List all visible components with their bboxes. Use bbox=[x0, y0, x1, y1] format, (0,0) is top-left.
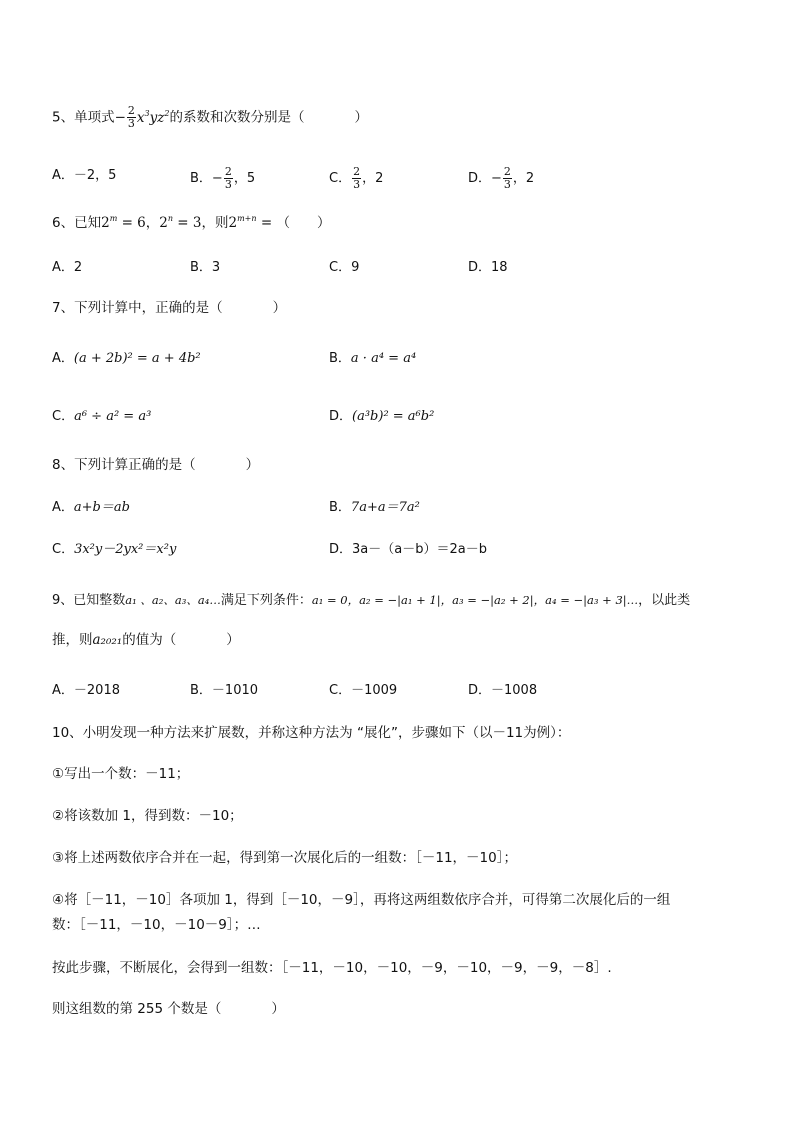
q5-coef-den: 3 bbox=[127, 117, 135, 130]
option-formula: (a + 2b)² = a + 4b² bbox=[73, 351, 201, 366]
q10-step-2: ②将该数加 1，得到数：－10； bbox=[52, 808, 243, 824]
q5-close: ） bbox=[354, 109, 368, 126]
fraction-num: 2 bbox=[224, 165, 232, 178]
q6-eq3 bbox=[229, 215, 277, 231]
q8-stem: 下列计算正确的是（ bbox=[74, 457, 196, 473]
option-letter: A． bbox=[52, 500, 74, 515]
option-text: 3 bbox=[211, 260, 221, 275]
option-letter: C． bbox=[329, 171, 352, 186]
fraction-den: 3 bbox=[503, 178, 511, 191]
option-sign: − bbox=[211, 171, 223, 186]
q10-result: 按此步骤，不断展化，会得到一组数：［－11，－10，－10，－9，－10，－9，－9，－8］. bbox=[52, 960, 612, 976]
q8-option-d[interactable] bbox=[329, 540, 487, 560]
q6-eq1-exp: m bbox=[109, 214, 118, 223]
option-rest: ，2 bbox=[362, 171, 384, 186]
q10-number: 10、 bbox=[52, 725, 83, 741]
q9-text-c: ，以此类 bbox=[638, 593, 691, 608]
q10-stem: 小明发现一种方法来扩展数，并称这种方法为 “展化”，步骤如下（以－11为例）： bbox=[82, 725, 571, 741]
option-text: －2，5 bbox=[73, 168, 117, 183]
q6-eq2-val: = 3 bbox=[173, 215, 202, 231]
q7-stem: 下列计算中，正确的是（ bbox=[74, 300, 223, 316]
q10-step-4b: 数：［－11，－10，－10－9］；… bbox=[52, 917, 261, 933]
option-letter: A． bbox=[52, 168, 74, 183]
q6-sep: ， bbox=[145, 215, 160, 231]
option-letter: B． bbox=[329, 500, 351, 515]
option-letter: B． bbox=[190, 683, 212, 698]
q6-eq1 bbox=[101, 215, 146, 231]
q10-step-3: ③将上述两数依序合并在一起，得到第一次展化后的一组数：［－11，－10］； bbox=[52, 850, 517, 866]
option-letter: A． bbox=[52, 260, 74, 275]
q6-number: 6、 bbox=[52, 215, 75, 231]
q6-option-c[interactable] bbox=[329, 258, 359, 278]
option-letter: B． bbox=[329, 351, 351, 366]
option-formula: a · a⁴ = a⁴ bbox=[350, 351, 417, 366]
q9-option-c[interactable] bbox=[329, 681, 397, 701]
q5-number: 5、 bbox=[52, 109, 75, 126]
q5-option-a[interactable] bbox=[52, 166, 116, 186]
q9-conditions: a₁ = 0，a₂ = −|a₁ + 1|，a₃ = −|a₂ + 2|，a₄ = −|a₃ + 3|… bbox=[311, 593, 639, 607]
q6-eq2-exp: n bbox=[167, 214, 174, 223]
q6-close: （ ） bbox=[276, 215, 331, 231]
q9-option-d[interactable] bbox=[468, 681, 537, 701]
q10-step-4a: ④将［－11，－10］各项加 1，得到［－10，－9］，再将这两组数依序合并，可得第二次展化后的一组 bbox=[52, 892, 671, 908]
q8-option-c[interactable] bbox=[52, 540, 176, 560]
question-5 bbox=[52, 105, 368, 130]
q9-close: ） bbox=[226, 632, 240, 648]
q5-coef-num: 2 bbox=[127, 104, 135, 117]
option-formula: 7a+a＝7a² bbox=[350, 500, 420, 515]
q5-option-b[interactable] bbox=[190, 166, 255, 191]
option-text: －1008 bbox=[491, 683, 538, 698]
option-letter: C． bbox=[52, 409, 75, 424]
q8-option-a[interactable] bbox=[52, 498, 130, 518]
q5-monomial bbox=[137, 110, 170, 126]
q9-sequence: a₁ 、a₂、a₃、a₄… bbox=[125, 593, 221, 607]
q6-eq3-exp: m+n bbox=[237, 214, 257, 223]
option-text: 18 bbox=[491, 260, 508, 275]
q5-option-c[interactable] bbox=[329, 166, 383, 191]
q9-number: 9、 bbox=[52, 593, 74, 608]
option-formula: (a³b)² = a⁶b² bbox=[352, 409, 435, 424]
option-letter: A． bbox=[52, 683, 74, 698]
q10-question-text: 则这组数的第 255 个数是（ bbox=[52, 1001, 222, 1017]
q10-step-1: ①写出一个数：－11； bbox=[52, 766, 190, 782]
question-8 bbox=[52, 455, 259, 475]
option-letter: C． bbox=[329, 260, 352, 275]
option-letter: D． bbox=[468, 260, 492, 275]
q6-option-d[interactable] bbox=[468, 258, 508, 278]
option-letter: B． bbox=[190, 171, 212, 186]
q10-question bbox=[52, 999, 285, 1019]
q5-option-d[interactable] bbox=[468, 166, 534, 191]
option-text: 3a－（a－b）＝2a－b bbox=[352, 542, 487, 557]
q5-prefix: 单项式 bbox=[74, 109, 115, 126]
q5-coef-fraction bbox=[127, 105, 136, 130]
q8-number: 8、 bbox=[52, 457, 75, 473]
q6-text1: 已知 bbox=[74, 215, 102, 231]
question-7 bbox=[52, 298, 286, 318]
option-fraction bbox=[224, 166, 233, 191]
fraction-num: 2 bbox=[503, 165, 511, 178]
question-10 bbox=[52, 723, 570, 743]
q6-eq3-base: 2 bbox=[228, 215, 238, 231]
q7-close: ） bbox=[272, 300, 287, 316]
q9-target: a₂₀₂₁ bbox=[92, 632, 123, 648]
q5-exp2: 2 bbox=[164, 108, 170, 118]
option-letter: C． bbox=[52, 542, 75, 557]
option-rest: ，2 bbox=[512, 171, 535, 186]
option-letter: D． bbox=[329, 409, 353, 424]
q7-option-a[interactable] bbox=[52, 349, 201, 369]
q6-option-a[interactable] bbox=[52, 258, 82, 278]
q7-option-b[interactable] bbox=[329, 349, 416, 369]
q7-option-d[interactable] bbox=[329, 407, 434, 427]
q5-var1: x bbox=[136, 109, 145, 126]
fraction-den: 3 bbox=[353, 178, 361, 191]
option-text: 2 bbox=[73, 260, 83, 275]
q7-option-c[interactable] bbox=[52, 407, 151, 427]
q6-eq1-val: = 6 bbox=[117, 215, 146, 231]
q6-eq2 bbox=[159, 215, 201, 231]
q6-eq1-base: 2 bbox=[101, 215, 110, 231]
option-letter: B． bbox=[190, 260, 212, 275]
q5-var2: yz bbox=[149, 109, 165, 126]
option-text: －1009 bbox=[351, 683, 398, 698]
option-letter: A． bbox=[52, 351, 74, 366]
q5-suffix: 的系数和次数分别是（ bbox=[169, 109, 305, 126]
q6-eq3-val: = bbox=[256, 215, 277, 231]
q9-option-a[interactable] bbox=[52, 681, 120, 701]
q9-option-b[interactable] bbox=[190, 681, 258, 701]
q6-option-b[interactable] bbox=[190, 258, 220, 278]
option-text: －2018 bbox=[73, 683, 120, 698]
question-9-line1 bbox=[52, 590, 690, 611]
q8-option-b[interactable] bbox=[329, 498, 420, 518]
option-letter: C． bbox=[329, 683, 352, 698]
option-rest: ，5 bbox=[233, 171, 256, 186]
option-letter: D． bbox=[329, 542, 353, 557]
option-text: 9 bbox=[351, 260, 360, 275]
q6-eq2-base: 2 bbox=[159, 215, 168, 231]
question-9-line2 bbox=[52, 630, 240, 650]
question-6 bbox=[52, 213, 330, 233]
option-text: －1010 bbox=[211, 683, 259, 698]
q7-number: 7、 bbox=[52, 300, 75, 316]
option-fraction bbox=[503, 166, 512, 191]
option-letter: D． bbox=[468, 171, 492, 186]
q5-exp1: 3 bbox=[144, 108, 150, 118]
q5-coef-sign: − bbox=[114, 109, 126, 126]
q9-text-d: 推，则 bbox=[52, 632, 93, 648]
q6-text2: ，则 bbox=[201, 215, 229, 231]
q8-close: ） bbox=[245, 457, 260, 473]
q9-text-a: 已知整数 bbox=[73, 593, 126, 608]
option-formula: a+b＝ab bbox=[73, 500, 130, 515]
option-formula: 3x²y－2yx²＝x²y bbox=[74, 542, 177, 557]
option-fraction bbox=[352, 166, 361, 191]
fraction-den: 3 bbox=[224, 178, 232, 191]
q10-close: ） bbox=[271, 1001, 285, 1017]
fraction-num: 2 bbox=[353, 165, 361, 178]
q9-text-e: 的值为（ bbox=[122, 632, 177, 648]
option-sign: − bbox=[491, 171, 502, 186]
option-letter: D． bbox=[468, 683, 492, 698]
q9-text-b: 满足下列条件： bbox=[220, 593, 312, 608]
option-formula: a⁶ ÷ a² = a³ bbox=[74, 409, 152, 424]
